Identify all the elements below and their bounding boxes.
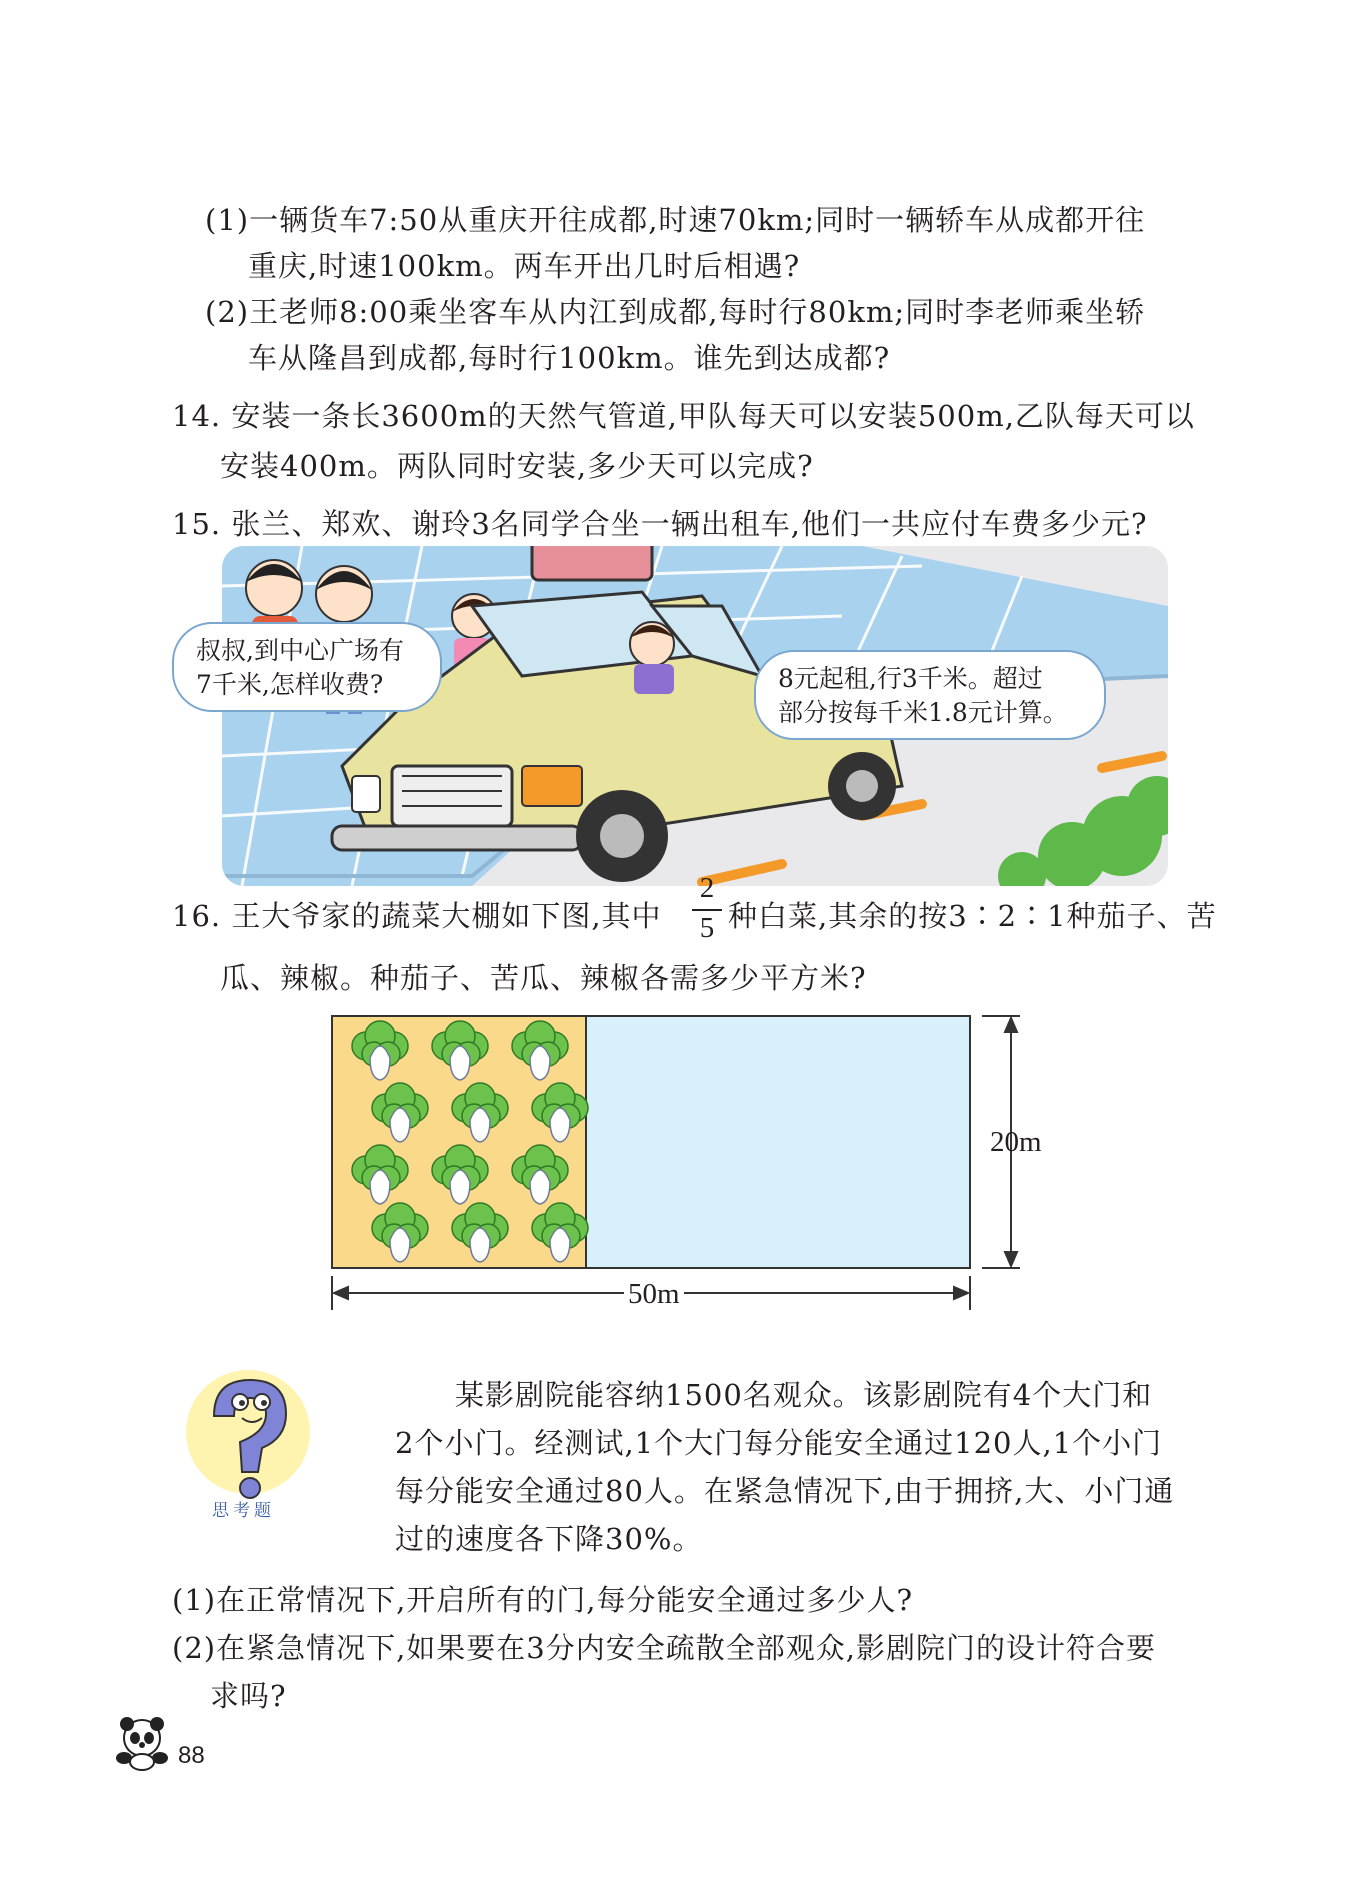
remaining-plot [586, 1016, 970, 1268]
bubble-driver-line1: 8元起租,行3千米。超过 [778, 664, 1043, 693]
think-line4: 过的速度各下降30%。 [395, 1522, 703, 1556]
thinking-question-label: 思考题 [212, 1501, 275, 1521]
speech-bubble-passenger [172, 622, 442, 712]
think-question2-line1: (2)在紧急情况下,如果要在3分内安全疏散全部观众,影剧院门的设计符合要 [172, 1631, 1156, 1665]
think-question1: (1)在正常情况下,开启所有的门,每分能安全通过多少人? [172, 1583, 914, 1617]
think-line3: 每分能安全通过80人。在紧急情况下,由于拥挤,大、小门通 [395, 1474, 1175, 1508]
q14-line2: 安装400m。两队同时安装,多少天可以完成? [220, 449, 814, 483]
footer [112, 1712, 232, 1782]
q13-part1-line1: (1)一辆货车7:50从重庆开往成都,时速70km;同时一辆轿车从成都开往 [205, 203, 1146, 237]
q16-line1-a: 16. 王大爷家的蔬菜大棚如下图,其中 [172, 899, 662, 933]
greenhouse-art [330, 1010, 1020, 1310]
fraction-numerator: 2 [699, 872, 715, 904]
fraction-denominator: 5 [699, 912, 715, 944]
q15-line1: 15. 张兰、郑欢、谢玲3名同学合坐一辆出租车,他们一共应付车费多少元? [172, 507, 1148, 541]
think-question2-line2: 求吗? [210, 1679, 287, 1713]
width-label: 50m [624, 1278, 684, 1311]
q13-part2-line2: 车从隆昌到成都,每时行100km。谁先到达成都? [248, 341, 891, 375]
think-line2: 2个小门。经测试,1个大门每分能安全通过120人,1个小门 [395, 1426, 1163, 1460]
bubble-passenger-line1: 叔叔,到中心广场有 [196, 636, 404, 665]
panda-icon [112, 1712, 172, 1772]
bubble-passenger-line2: 7千米,怎样收费? [196, 670, 384, 699]
q16-line1-b: 种白菜,其余的按3∶2∶1种茄子、苦 [728, 899, 1217, 933]
page-number: 88 [178, 1742, 205, 1769]
q16-line2: 瓜、辣椒。种茄子、苦瓜、辣椒各需多少平方米? [220, 961, 867, 995]
thinking-question-badge [178, 1362, 328, 1522]
height-label: 20m [990, 1126, 1042, 1158]
taxi-driver [630, 622, 674, 694]
think-line1: 某影剧院能容纳1500名观众。该影剧院有4个大门和 [455, 1378, 1153, 1412]
greenhouse-diagram [330, 1010, 1042, 1310]
bubble-driver-line2: 部分按每千米1.8元计算。 [778, 698, 1068, 727]
q13-part1-line2: 重庆,时速100km。两车开出几时后相遇? [248, 249, 801, 283]
speech-bubble-driver [754, 650, 1106, 740]
q14-line1: 14. 安装一条长3600m的天然气管道,甲队每天可以安装500m,乙队每天可以 [172, 399, 1195, 433]
q13-part2-line1: (2)王老师8:00乘坐客车从内江到成都,每时行80km;同时李老师乘坐轿 [205, 295, 1146, 329]
fraction-bar [692, 909, 722, 911]
